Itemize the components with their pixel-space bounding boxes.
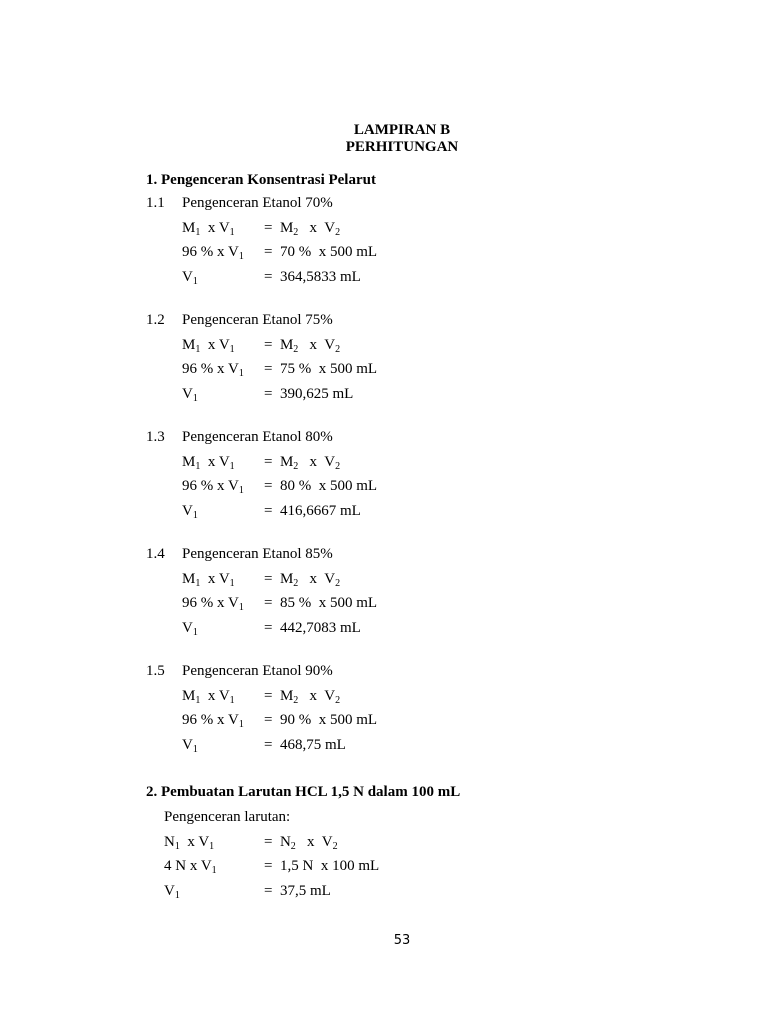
- result-rhs: = 37,5 mL: [264, 883, 331, 899]
- result-lhs: $V_1$: [164, 883, 180, 901]
- section-1-title: 1. Pengenceran Konsentrasi Pelarut: [146, 172, 376, 188]
- substitution-lhs: 4 N x $V_1$: [164, 858, 217, 876]
- subsection-title: Pengenceran Etanol 85%: [182, 546, 333, 562]
- substitution-rhs: = 75 % x 500 mL: [264, 361, 378, 377]
- formula-lhs: $M_1$ x $V_1$: [182, 571, 235, 589]
- substitution-rhs: = 90 % x 500 mL: [264, 712, 378, 728]
- result-rhs: = 468,75 mL: [264, 737, 346, 753]
- subsection-number: 1.1: [146, 195, 165, 211]
- result-rhs: = 442,7083 mL: [264, 620, 361, 636]
- section-2-intro: Pengenceran larutan:: [164, 809, 291, 825]
- subsection-number: 1.5: [146, 663, 165, 679]
- result-lhs: $V_1$: [182, 737, 198, 755]
- formula-rhs: = $M_2$ x $V_2$: [264, 337, 341, 355]
- result-rhs: = 416,6667 mL: [264, 503, 361, 519]
- page-number: 53: [393, 933, 411, 948]
- subsection-title: Pengenceran Etanol 70%: [182, 195, 333, 211]
- subsection-number: 1.2: [146, 312, 165, 328]
- substitution-lhs: 96 % x $V_1$: [182, 361, 244, 379]
- result-rhs: = 390,625 mL: [264, 386, 354, 402]
- substitution-lhs: 96 % x $V_1$: [182, 478, 244, 496]
- substitution-rhs: = 85 % x 500 mL: [264, 595, 378, 611]
- formula-lhs: $N_1$ x $V_1$: [164, 834, 215, 852]
- substitution-rhs: = 80 % x 500 mL: [264, 478, 378, 494]
- subsection-title: Pengenceran Etanol 75%: [182, 312, 333, 328]
- subsection-number: 1.4: [146, 546, 165, 562]
- result-rhs: = 364,5833 mL: [264, 269, 361, 285]
- formula-lhs: $M_1$ x $V_1$: [182, 454, 235, 472]
- appendix-title: LAMPIRAN B: [353, 122, 451, 138]
- formula-lhs: $M_1$ x $V_1$: [182, 337, 235, 355]
- formula-rhs: = $M_2$ x $V_2$: [264, 688, 341, 706]
- appendix-subtitle: PERHITUNGAN: [345, 139, 459, 155]
- subsection-title: Pengenceran Etanol 90%: [182, 663, 333, 679]
- formula-rhs: = $M_2$ x $V_2$: [264, 571, 341, 589]
- formula-rhs: = $M_2$ x $V_2$: [264, 220, 341, 238]
- result-lhs: $V_1$: [182, 269, 198, 287]
- result-lhs: $V_1$: [182, 386, 198, 404]
- substitution-rhs: = 70 % x 500 mL: [264, 244, 378, 260]
- result-lhs: $V_1$: [182, 503, 198, 521]
- formula-lhs: $M_1$ x $V_1$: [182, 220, 235, 238]
- subsection-title: Pengenceran Etanol 80%: [182, 429, 333, 445]
- formula-lhs: $M_1$ x $V_1$: [182, 688, 235, 706]
- substitution-rhs: = 1,5 N x 100 mL: [264, 858, 380, 874]
- formula-rhs: = $M_2$ x $V_2$: [264, 454, 341, 472]
- subsection-number: 1.3: [146, 429, 165, 445]
- substitution-lhs: 96 % x $V_1$: [182, 244, 244, 262]
- formula-rhs: = $N_2$ x $V_2$: [264, 834, 338, 852]
- substitution-lhs: 96 % x $V_1$: [182, 595, 244, 613]
- substitution-lhs: 96 % x $V_1$: [182, 712, 244, 730]
- result-lhs: $V_1$: [182, 620, 198, 638]
- section-2-title: 2. Pembuatan Larutan HCL 1,5 N dalam 100 mL: [146, 784, 461, 800]
